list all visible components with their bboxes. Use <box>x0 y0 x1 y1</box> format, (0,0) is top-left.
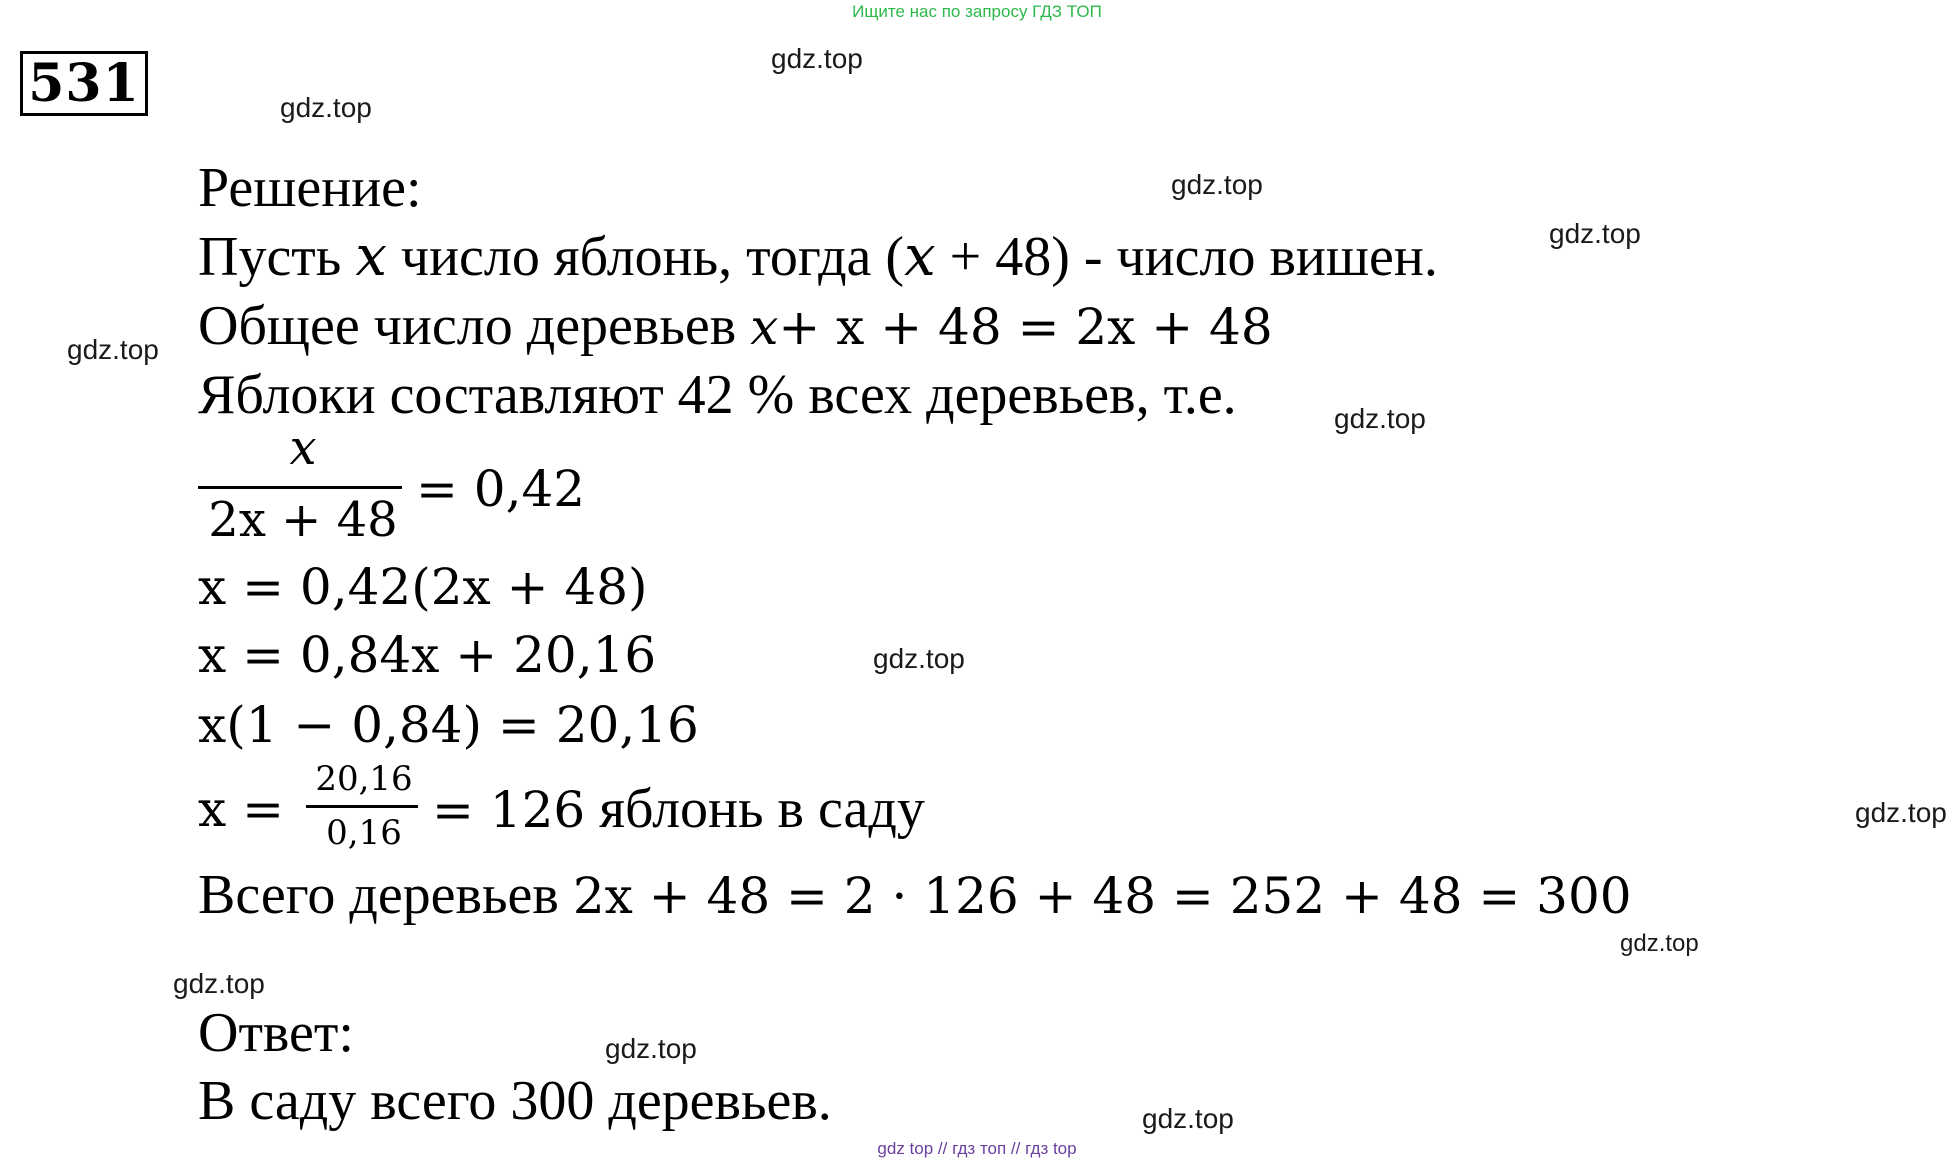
line2-text: Общее число деревьев <box>198 295 751 357</box>
line1-text-c: + 48) - число вишен. <box>935 226 1438 288</box>
answer-heading: Ответ: <box>198 1002 354 1064</box>
watermark: gdz.top <box>1549 218 1641 249</box>
top-banner[interactable]: Ищите нас по запросу ГДЗ ТОП <box>852 2 1102 21</box>
solution-line-1 <box>198 226 1438 288</box>
watermark: gdz.top <box>1620 930 1699 957</box>
equation-4-lhs: x = <box>198 780 284 838</box>
fraction-20-16-over-0-16 <box>306 758 422 868</box>
fraction-numerator: x <box>289 420 317 476</box>
problem-number-box: 531 <box>20 51 148 116</box>
equation-1: x = 0,42(2x + 48) <box>198 558 648 616</box>
line2-var: x <box>750 298 779 356</box>
line1-var: x <box>355 224 387 289</box>
watermark: gdz.top <box>1171 169 1263 200</box>
watermark: gdz.top <box>873 643 965 674</box>
fraction-bar <box>198 486 402 489</box>
solution-line-3: Яблоки составляют 42 % всех деревьев, т.е. <box>198 364 1237 426</box>
watermark: gdz.top <box>1142 1103 1234 1134</box>
equation-4-rhs-math: = 126 <box>432 781 586 839</box>
fraction-x-over-2x-48 <box>198 420 408 570</box>
watermark: gdz.top <box>1334 403 1426 434</box>
watermark: gdz.top <box>771 43 863 74</box>
solution-line-2 <box>198 295 1273 358</box>
total-text: Всего деревьев <box>198 864 573 926</box>
fraction-bar <box>306 805 418 808</box>
solution-heading: Решение: <box>198 157 422 219</box>
line1-var-2: x <box>904 224 936 289</box>
line2-math: + x + 48 = 2x + 48 <box>778 298 1273 356</box>
watermark: gdz.top <box>173 968 265 999</box>
fraction-numerator: 20,16 <box>315 759 413 799</box>
line1-text-a: Пусть <box>198 226 356 288</box>
fraction-denominator: 2x + 48 <box>208 492 398 548</box>
watermark: gdz.top <box>67 334 159 365</box>
watermark: gdz.top <box>280 92 372 123</box>
equation-4-rhs-text: яблонь в саду <box>585 778 925 840</box>
equation-3: x(1 − 0,84) = 20,16 <box>198 696 699 754</box>
watermark: gdz.top <box>605 1033 697 1064</box>
total-trees-line <box>198 864 1632 927</box>
fraction-denominator: 0,16 <box>326 813 402 853</box>
equation-4-rhs <box>432 778 925 841</box>
fraction-rhs: = 0,42 <box>416 460 586 518</box>
answer-text: В саду всего 300 деревьев. <box>198 1070 832 1132</box>
total-math: 2x + 48 = 2 · 126 + 48 = 252 + 48 = 300 <box>572 867 1632 925</box>
equation-2: x = 0,84x + 20,16 <box>198 626 657 684</box>
watermark: gdz.top <box>1855 797 1947 828</box>
line1-text-b: число яблонь, тогда ( <box>386 226 905 288</box>
bottom-footer-links[interactable]: gdz top // гдз топ // гдз top <box>877 1139 1077 1158</box>
